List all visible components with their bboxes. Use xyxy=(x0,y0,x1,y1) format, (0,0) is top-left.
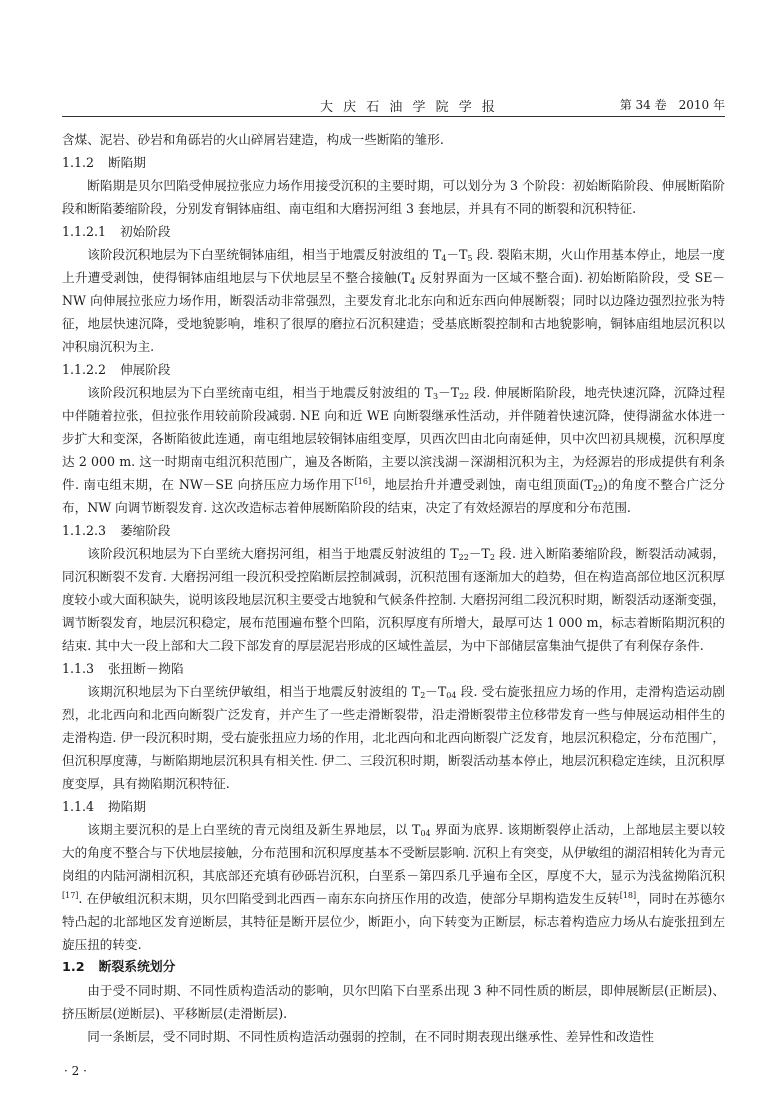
citation: [17] xyxy=(62,891,79,900)
citation: [18] xyxy=(619,891,637,900)
section-title: 断裂系统划分 xyxy=(98,960,176,975)
section-number: 1.1.2.1 xyxy=(62,224,107,239)
citation: [16] xyxy=(354,477,372,486)
paragraph: 该期沉积地层为下白垩统伊敏组，相当于地震反射波组的 $T_2-T_{04}$ 段. 受右旋张扭应力场的作用，走滑构造运动剧烈，北北西向和北西向断裂广泛发育，并产生了一些走滑断裂带，沿走滑断裂带主位移带发育一些与伸展运动相伴生的走滑构造. 伊一段沉积时期，受右旋张扭应力场的作用，北北西向和北西向断裂广泛发育，地层沉积稳定，分布范围广，但沉积厚度薄，与断陷期地层沉积具有相关性. 伊二、三段沉积时期，断裂活动基本停止，地层沉积稳定连续，且沉积厚度变厚，具有拗陷期沉积特征. xyxy=(62,684,725,791)
section-number: 1.1.4 xyxy=(62,799,95,814)
section-heading-1-1-2 xyxy=(62,151,725,174)
section-title: 张扭断－拗陷 xyxy=(108,661,184,676)
paragraph: 由于受不同时期、不同性质构造活动的影响，贝尔凹陷下白垩系出现 3 种不同性质的断层，即伸展断层(正断层)、挤压断层(逆断层)、平移断层(走滑断层). xyxy=(62,983,725,1021)
header-rule xyxy=(62,116,725,117)
section-number: 1.1.3 xyxy=(62,661,95,676)
paragraph-continued: 含煤、泥岩、砂岩和角砾岩的火山碎屑岩建造，构成一些断陷的雏形. xyxy=(62,132,444,147)
section-heading-1-1-3 xyxy=(62,657,725,680)
section-number: 1.1.2.3 xyxy=(62,523,107,538)
section-title: 伸展阶段 xyxy=(120,362,171,377)
article-body xyxy=(62,128,725,1048)
section-title: 萎缩阶段 xyxy=(120,523,171,538)
journal-title: 大 庆 石 油 学 院 学 报 xyxy=(320,100,498,115)
volume-year: 第 34 卷 2010 年 xyxy=(619,98,725,112)
paragraph: 该阶段沉积地层为下白垩统铜钵庙组，相当于地震反射波组的 $T_4-T_5$ 段. 裂陷末期，火山作用基本停止，地层一度上升遭受剥蚀，使得铜钵庙组地层与下伏地层呈不整合接触($T_4$ 反射界面为一区域不整合面). 初始断陷阶段，受 SE－NW 向伸展拉张应力场作用，断裂活动非常强烈，主要发育北北东向和近东西向伸展断裂；同时以边隆边强烈拉张为特征，地层快速沉降，受地貌影响，堆积了很厚的磨拉石沉积建造；受基底断裂控制和古地貌影响，铜钵庙组地层沉积以冲积扇沉积为主. xyxy=(62,247,725,354)
section-title: 拗陷期 xyxy=(108,799,146,814)
section-heading-1-1-2-1 xyxy=(62,220,725,243)
section-heading-1-2 xyxy=(62,956,725,979)
section-heading-1-1-2-3 xyxy=(62,519,725,542)
section-number: 1.1.2.2 xyxy=(62,362,107,377)
section-heading-1-1-2-2 xyxy=(62,358,725,381)
section-heading-1-1-4 xyxy=(62,795,725,818)
paragraph: 该阶段沉积地层为下白垩统大磨拐河组，相当于地震反射波组的 $T_{22}-T_2$ 段. 进入断陷萎缩阶段，断裂活动减弱，同沉积断裂不发育. 大磨拐河组一段沉积受控陷断层控制减弱，沉积范围有逐渐加大的趋势，但在构造高部位地区沉积厚度较小或大面积缺失，说明该段地层沉积主要受古地貌和气候条件控制. 大磨拐河组二段沉积时期，断裂活动逐渐变强，调节断裂发育，地层沉积稳定，展布范围遍布整个凹陷，沉积厚度有所增大，最厚可达 1 000 m，标志着断陷期沉积的结束. 其中大一段上部和大二段下部发育的厚层泥岩形成的区域性盖层，为中下部储层富集油气提供了有利保存条件. xyxy=(62,546,726,653)
section-title: 初始阶段 xyxy=(120,224,171,239)
section-number: 1.2 xyxy=(62,960,85,975)
section-title: 断陷期 xyxy=(108,155,146,170)
paragraph: 该阶段沉积地层为下白垩统南屯组，相当于地震反射波组的 $T_3-T_{22}$ 段. 伸展断陷阶段，地壳快速沉降，沉降过程中伴随着拉张，但拉张作用较前阶段减弱. NE 向和近 WE 向断裂继承性活动，并伴随着快速沉降，使得湖盆水体进一步扩大和变深，各断陷彼此连通，南屯组地层较铜钵庙组变厚，贝西次凹由北向南延伸，贝中次凹初具规模，沉积厚度达 2 000 m. 这一时期南屯组沉积范围广，遍及各断陷，主要以滨浅湖－深湖相沉积为主，为烃源岩的形成提供有利条件. 南屯组末期，在 NW－SE 向挤压应力场作用下[16]，地层抬升并遭受剥蚀，南屯组顶面$(T_{22})$的角度不整合广泛分布，NW 向调节断裂发育. 这次改造标志着伸展断陷阶段的结束，决定了有效烃源岩的厚度和分布范围. xyxy=(62,385,725,515)
paragraph: 同一条断层，受不同时期、不同性质构造活动强弱的控制，在不同时期表现出继承性、差异性和改造性 xyxy=(87,1029,654,1044)
paragraph: 断陷期是贝尔凹陷受伸展拉张应力场作用接受沉积的主要时期，可以划分为 3 个阶段：初始断陷阶段、伸展断陷阶段和断陷萎缩阶段，分别发育铜钵庙组、南屯组和大磨拐河组 3 套地层，并具有不同的断裂和沉积特征. xyxy=(62,178,725,216)
running-header xyxy=(62,96,725,118)
paragraph: 该期主要沉积的是上白垩统的青元岗组及新生界地层，以 $T_{04}$ 界面为底界. 该期断裂停止活动，上部地层主要以较大的角度不整合与下伏地层接触，分布范围和沉积厚度基本不受断层影响. 沉积上有突变，从伊敏组的湖沼相转化为青元岗组的内陆河湖相沉积，其底部还充填有砂砾岩沉积，白垩系－第四系几乎遍布全区，厚度不大，显示为浅盆拗陷沉积[17]. 在伊敏组沉积末期，贝尔凹陷受到北西西－南东东向挤压作用的改造，使部分早期构造发生反转[18]，同时在苏德尔特凸起的北部地区发育逆断层，其特征是断开层位少，断距小，向下转变为正断层，标志着构造应力场从右旋张扭到左旋压扭的转变. xyxy=(62,822,726,952)
page-number: · 2 · xyxy=(64,1064,87,1078)
section-number: 1.1.2 xyxy=(62,155,95,170)
